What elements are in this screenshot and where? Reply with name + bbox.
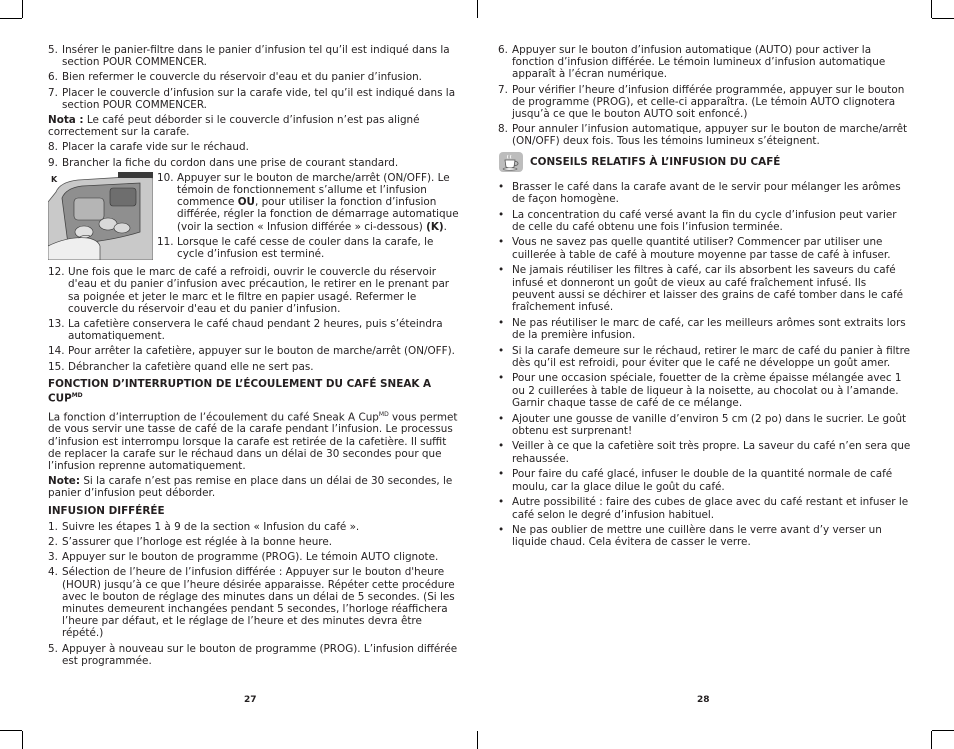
tip-item: [498, 372, 912, 409]
tip-text: Pour une occasion spéciale, fouetter de la crème épaisse mélangée avec 1 ou 2 cuillerées à table de liqueur à la noisette, au chocolat ou à l’amande. Garnir chaque tasse de café de ce mélange.: [512, 372, 902, 409]
step-number: 8.: [48, 141, 58, 154]
step-number: 5.: [48, 44, 58, 56]
tip-text: Ne pas réutiliser le marc de café, car les meilleurs arômes sont extraits lors de la première infusion.: [512, 316, 906, 341]
step-text: Pour annuler l’infusion automatique, appuyer sur le bouton de marche/arrêt (ON/OFF) deux fois. Tous les témoins lumineux s’éteignent.: [512, 123, 908, 148]
crop-mark: [0, 730, 22, 731]
step-text: S’assurer que l’horloge est réglée à la bonne heure.: [62, 536, 333, 549]
list-item: [48, 551, 460, 563]
tip-text: Veiller à ce que la cafetière soit très propre. La saveur du café n’en sera que rehaussée.: [512, 440, 911, 465]
coffee-cup-icon: [498, 151, 524, 173]
list-item: [498, 84, 912, 121]
steps-list-b: [48, 141, 460, 168]
step-text: Une fois que le marc de café a refroidi, ouvrir le couvercle du réservoir d'eau et du panier d’infusion avec précaution, le retirer en le prenant par sa poignée et jeter le marc et le filtre en papier usagé. Refermer le couvercle du réservoir d'eau et du panier d’infusion.: [68, 266, 450, 315]
crop-mark: [22, 731, 23, 749]
step10-end: .: [443, 220, 447, 233]
step-number: 9.: [48, 156, 58, 169]
figure-label-k: K: [51, 174, 58, 184]
bullet-icon: •: [498, 264, 505, 277]
step-number: 14.: [48, 345, 65, 358]
steps-list-a: [48, 44, 460, 111]
step-number: 10.: [157, 171, 174, 184]
tip-item: [498, 524, 912, 548]
step-text: [177, 172, 460, 233]
step10-part-b: , pour utiliser la fonction d’infusion différée, régler la fonction de démarrage automatique (voir la section « Infusion différée » ci-dessous): [177, 196, 459, 233]
right-page: [498, 44, 912, 552]
crop-mark: [931, 731, 932, 749]
tip-text: Si la carafe demeure sur le réchaud, retirer le marc de café du panier à filtre dès qu’il est refroidi, pour éviter que le café ne développe un goût amer.: [512, 344, 911, 369]
step-number: 8.: [498, 123, 508, 136]
list-item: [48, 87, 460, 111]
tip-item: [498, 236, 912, 260]
step-number: 5.: [48, 642, 58, 655]
tip-item: [498, 181, 912, 205]
list-item: [48, 643, 460, 667]
list-item: [48, 361, 460, 373]
bullet-icon: •: [498, 236, 505, 249]
nota-text: Le café peut déborder si le couvercle d’infusion n’est pas aligné correctement sur la carafe.: [48, 114, 420, 139]
step10-figure-ref: (K): [426, 220, 444, 233]
list-item: [157, 172, 460, 233]
delayed-brew-steps-continued: [498, 44, 912, 148]
step10-part-a: Appuyer sur le bouton de marche/arrêt (ON/OFF). Le témoin de fonctionnement s’allume et l’infusion commence: [177, 171, 450, 209]
tip-text: Ajouter une gousse de vanille d’environ 5 cm (2 po) dans le sucrier. Le goût obtenu est surprenant!: [512, 412, 907, 437]
para-text: vous permet de vous servir une tasse de café de la carafe pendant l’infusion. Le processus d’infusion est interrompu lorsque la carafe est retirée de la cafetière. Il suffit de replacer la carafe sur le réchaud dans un délai de 30 secondes pour que l’infusion reprenne automatiquement.: [48, 411, 458, 473]
page-number-left: 27: [244, 695, 257, 705]
heading-text: FONCTION D’INTERRUPTION DE L’ÉCOULEMENT DU CAFÉ SNEAK A CUP: [48, 377, 432, 405]
step-text: Pour vérifier l’heure d’infusion différée programmée, appuyer sur le bouton de programme (PROG), et celle-ci apparaîtra. (Le témoin AUTO clignotera jusqu’à ce que le bouton AUTO soit enfoncé.): [512, 83, 905, 121]
step-text: Sélection de l’heure de l’infusion différée : Appuyer sur le bouton d'heure (HOUR) jusqu’à ce que l’heure désirée apparaisse. Répéter cette procédure avec le bouton de réglage des minutes dans un délai de 5 secondes. (Si les minutes demeurent inchangées pendant 5 secondes, l’horloge réaffichera l’heure par défaut, et le réglage de l’heure et des minutes devra être répété.): [62, 566, 455, 640]
crop-mark: [0, 18, 22, 19]
tip-text: Ne pas oublier de mettre une cuillère dans le verre avant d’y verser un liquide chaud. Cela évitera de casser le verre.: [512, 524, 882, 549]
step-number: 15.: [48, 360, 65, 373]
trademark-sup: MD: [71, 392, 83, 400]
bullet-icon: •: [498, 344, 505, 357]
tip-item: [498, 317, 912, 341]
page-number-right: 28: [697, 695, 710, 705]
step-number: 13.: [48, 318, 65, 331]
step-text: Appuyer sur le bouton d’infusion automatique (AUTO) pour activer la fonction d’infusion différée. Le témoin lumineux d’infusion automatique apparaît à l’écran numérique.: [512, 44, 886, 81]
crop-mark: [931, 0, 932, 18]
bullet-icon: •: [498, 524, 505, 537]
sneak-a-cup-paragraph: [48, 409, 460, 472]
bullet-icon: •: [498, 468, 505, 481]
center-fold-mark: [477, 0, 478, 18]
list-item: [48, 318, 460, 342]
list-item: [48, 566, 460, 639]
sneak-a-cup-heading: [48, 378, 460, 405]
step-number: 6.: [48, 71, 58, 84]
list-item: [48, 44, 460, 68]
tip-item: [498, 496, 912, 520]
step-text: Bien refermer le couvercle du réservoir d'eau et du panier d’infusion.: [62, 71, 422, 84]
tip-item: [498, 413, 912, 437]
steps-10-11: [157, 172, 460, 263]
nota-paragraph: [48, 114, 460, 138]
step-number: 12.: [48, 266, 65, 279]
bullet-icon: •: [498, 180, 505, 193]
tips-list: [498, 181, 912, 549]
step-text: Insérer le panier-filtre dans le panier d’infusion tel qu’il est indiqué dans la section POUR COMMENCER.: [62, 44, 450, 69]
tip-text: La concentration du café versé avant la fin du cycle d’infusion peut varier de celle du café obtenu une fois l’infusion terminée.: [512, 208, 897, 233]
step-text: Débrancher la cafetière quand elle ne sert pas.: [68, 360, 314, 373]
step-text: Lorsque le café cesse de couler dans la carafe, le cycle d’infusion est terminé.: [177, 235, 434, 261]
list-item: [48, 345, 460, 357]
bullet-icon: •: [498, 208, 505, 221]
step-text: Brancher la fiche du cordon dans une prise de courant standard.: [62, 156, 399, 169]
step-number: 3.: [48, 551, 58, 564]
bullet-icon: •: [498, 372, 505, 385]
step-number: 7.: [48, 86, 58, 99]
list-item: [48, 157, 460, 169]
trademark-sup: MD: [378, 410, 389, 418]
step-number: 11.: [157, 235, 174, 248]
list-item: [157, 236, 460, 260]
tip-item: [498, 440, 912, 464]
note-text: Si la carafe n’est pas remise en place dans un délai de 30 secondes, le panier d’infusion peut déborder.: [48, 475, 453, 500]
step-number: 4.: [48, 566, 58, 579]
list-item: [498, 44, 912, 81]
note-label: Note:: [48, 475, 81, 488]
delayed-brew-heading: INFUSION DIFFÉRÉE: [48, 504, 165, 517]
step-number: 2.: [48, 536, 58, 549]
bullet-icon: •: [498, 496, 505, 509]
crop-mark: [932, 18, 954, 19]
tip-text: Ne jamais réutiliser les filtres à café, car ils absorbent les saveurs du café infusé et donneront un goût de vieux au café fraîchement infusé. Ils peuvent aussi se déchirer et laisser des grains de café tomber dans le café fraîchement infusé.: [512, 264, 903, 313]
list-item: [48, 266, 460, 315]
note-paragraph: [48, 475, 460, 499]
tip-item: [498, 468, 912, 492]
step10-ou: OU: [237, 196, 255, 209]
crop-mark: [22, 0, 23, 18]
para-text: La fonction d’interruption de l’écoulement du café Sneak A Cup: [48, 411, 379, 424]
step-text: Placer la carafe vide sur le réchaud.: [62, 141, 249, 154]
tip-item: [498, 209, 912, 233]
step-text: Pour arrêter la cafetière, appuyer sur le bouton de marche/arrêt (ON/OFF).: [68, 345, 455, 358]
step-number: 7.: [498, 83, 508, 96]
tip-item: [498, 345, 912, 369]
control-panel-drawing: [48, 172, 153, 260]
list-item: [48, 71, 460, 83]
step-text: Appuyer sur le bouton de programme (PROG). Le témoin AUTO clignote.: [62, 551, 439, 564]
step-text: La cafetière conservera le café chaud pendant 2 heures, puis s’éteindra automatiquement.: [68, 318, 443, 343]
bullet-icon: •: [498, 316, 505, 329]
crop-mark: [932, 730, 954, 731]
tip-text: Autre possibilité : faire des cubes de glace avec du café restant et infuser le café selon le degré d’infusion habituel.: [512, 496, 909, 521]
step-text: Appuyer à nouveau sur le bouton de programme (PROG). L’infusion différée est programmée.: [62, 642, 458, 667]
step-text: Suivre les étapes 1 à 9 de la section « Infusion du café ».: [62, 520, 360, 533]
list-item: [48, 521, 460, 533]
bullet-icon: •: [498, 440, 505, 453]
step-number: 1.: [48, 520, 58, 533]
delayed-brew-steps: [48, 521, 460, 667]
tips-heading-row: [498, 151, 912, 173]
step-text: Placer le couvercle d’infusion sur la carafe vide, tel qu’il est indiqué dans la section POUR COMMENCER.: [62, 86, 456, 111]
list-item: [48, 536, 460, 548]
tips-heading: CONSEILS RELATIFS À L’INFUSION DU CAFÉ: [530, 155, 781, 168]
control-panel-illustration: [48, 172, 153, 260]
tip-text: Brasser le café dans la carafe avant de le servir pour mélanger les arômes de façon homogène.: [512, 180, 901, 205]
center-fold-mark: [477, 731, 478, 749]
tip-text: Pour faire du café glacé, infuser le double de la quantité normale de café moulu, car la glace dilue le goût du café.: [512, 468, 893, 493]
tip-text: Vous ne savez pas quelle quantité utiliser? Commencer par utiliser une cuillerée à table de café à mouture moyenne par tasse de café à infuser.: [512, 236, 891, 261]
figure-k-block: [48, 172, 460, 263]
left-page: [48, 44, 460, 670]
list-item: [498, 123, 912, 147]
nota-label: Nota :: [48, 114, 84, 127]
tip-item: [498, 264, 912, 313]
bullet-icon: •: [498, 412, 505, 425]
step-number: 6.: [498, 44, 508, 56]
steps-list-c: [48, 266, 460, 373]
list-item: [48, 141, 460, 153]
